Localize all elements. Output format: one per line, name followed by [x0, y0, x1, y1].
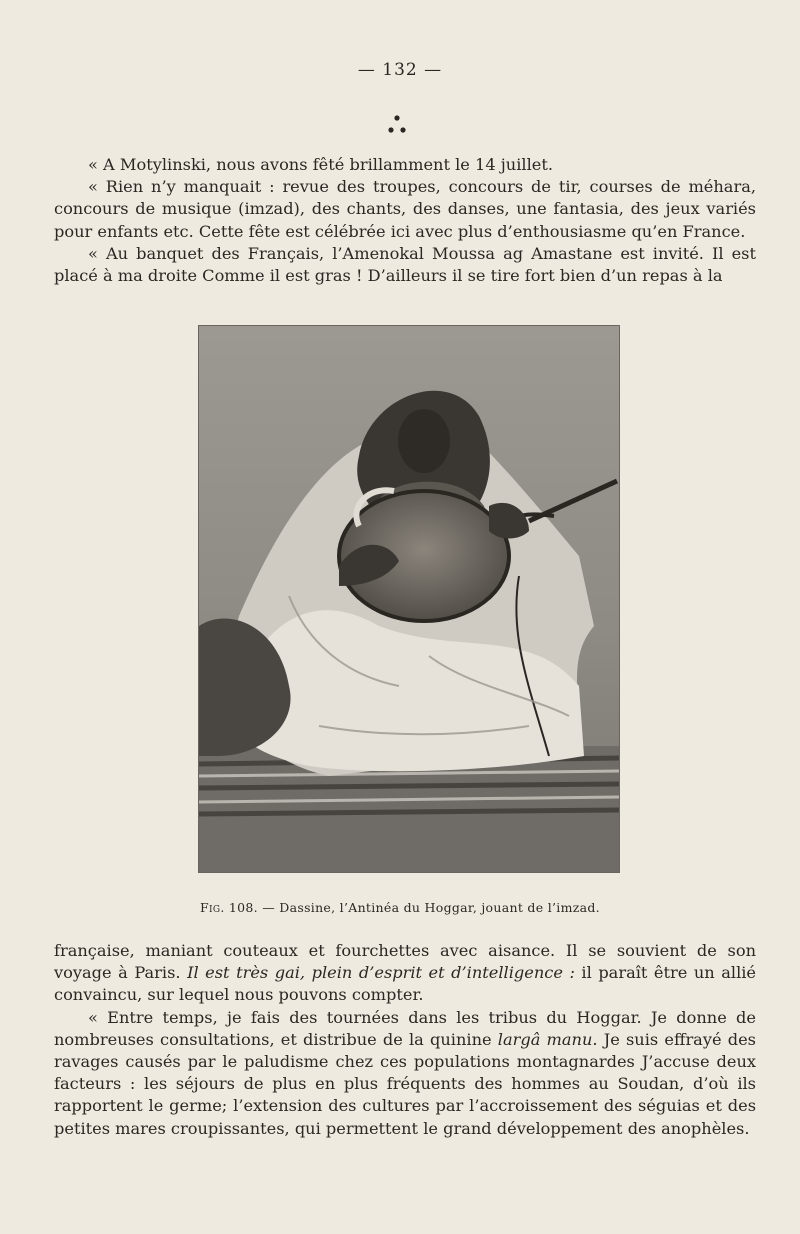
caption-text: — Dassine, l’Antinéa du Hoggar, jouant de l’imzad.: [257, 900, 600, 915]
paragraph: [54, 940, 756, 1007]
paragraph: « Au banquet des Français, l’Amenokal Moussa ag Amastane est invité. Il est placé à ma droite Comme il est gras ! D’ailleurs il se tire fort bien d’un repas à la: [54, 243, 756, 286]
ornament-dots-icon: [382, 112, 412, 138]
body-text-top: [54, 154, 756, 287]
italic-text: largâ manu.: [497, 1029, 598, 1049]
text-run: il paraît être un allié convaincu, sur lequel nous pouvons compter.: [54, 963, 757, 1005]
text-run: Je suis effrayé des ravages causés par le paludisme chez ces populations montagnardes J’accuse deux facteurs : les séjours de plus en plus fréquents des hommes au Soudan, d’où ils rapportent le germe; l’extension des cultures par l’accroissement des séguias et des petites mares croupissantes, qui permettent le grand développement des anophèles.: [54, 1029, 756, 1138]
caption-label: Fig. 108.: [200, 900, 258, 915]
text-run: française, maniant couteaux et fourchettes avec aisance. Il se souvient de son voyage à Paris.: [54, 941, 756, 983]
paragraph: « A Motylinski, nous avons fêté brillamment le 14 juillet.: [88, 155, 553, 174]
italic-text: Il est très gai, plein d’esprit et d’intelligence :: [187, 963, 575, 983]
text-run: « Entre temps, je fais des tournées dans les tribus du Hoggar. Je donne de nombreuses consultations, et distribue de la quinine: [54, 1007, 756, 1049]
paragraph: [54, 1007, 756, 1140]
paragraph: « Rien n’y manquait : revue des troupes, concours de tir, courses de méhara, concours de musique (imzad), des chants, des danses, une fantasia, des jeux variés pour enfants etc. Cette fête est célébrée ici avec plus d’enthousiasme qu’en France.: [54, 177, 756, 241]
photo-dassine-playing-imzad: [199, 326, 619, 872]
figure-photo: [198, 325, 620, 873]
page-number: — 132 —: [357, 60, 443, 80]
body-text-bottom: [54, 940, 756, 1140]
figure-caption: [0, 900, 800, 915]
